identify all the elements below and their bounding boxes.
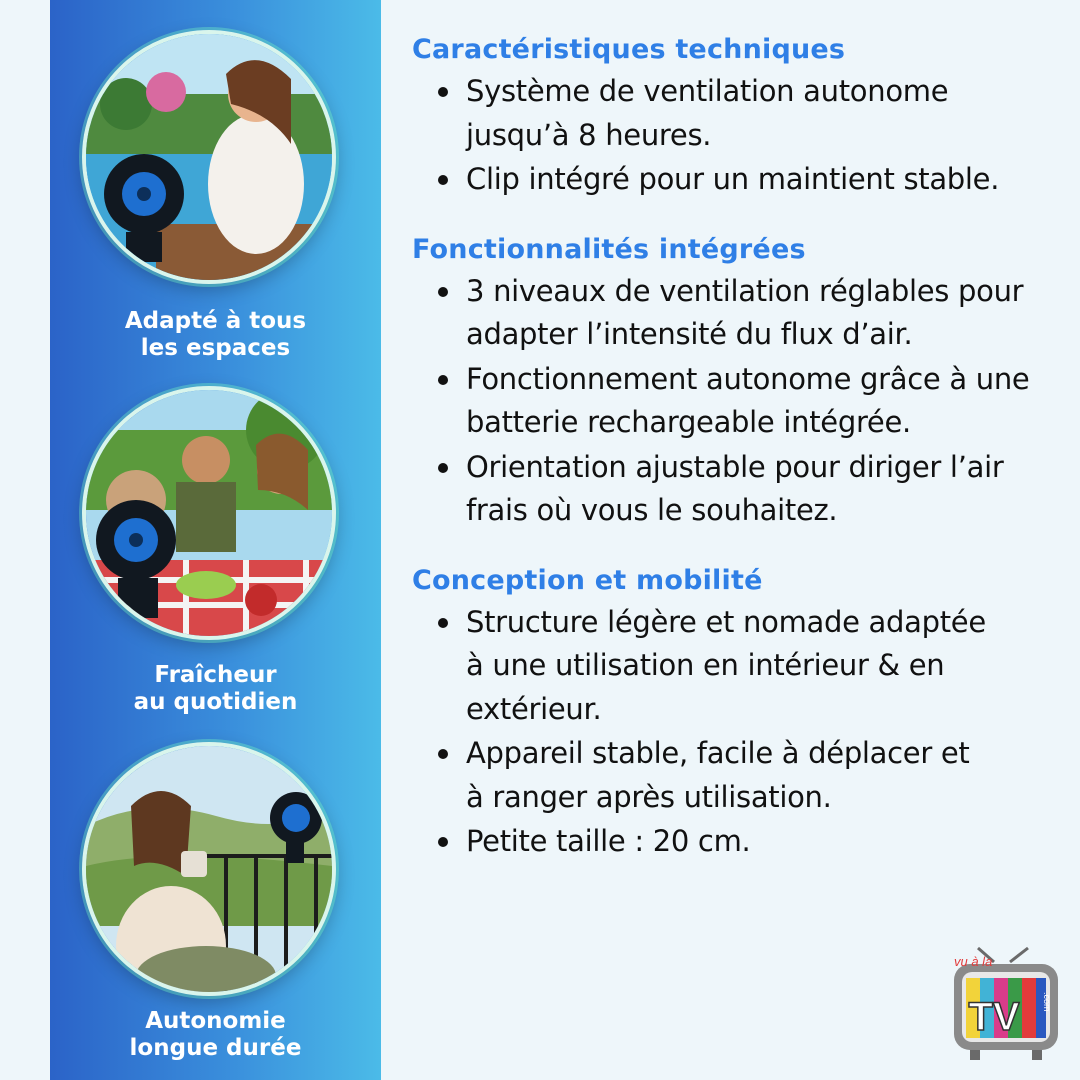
friends-picnic-fan-photo [82, 386, 336, 640]
logo-main-text: TV [968, 995, 1020, 1039]
section-title: Conception et mobilité [412, 564, 763, 596]
woman-pool-fan-photo [82, 30, 336, 284]
caption-line: longue durée [129, 1035, 302, 1061]
list-item: Clip intégré pour un maintient stable. [466, 158, 1052, 202]
caption-line: les espaces [140, 335, 291, 361]
section-title: Fonctionnalités intégrées [412, 233, 806, 265]
woman-balcony-coffee-fan-photo [82, 742, 336, 996]
features-content [412, 30, 1052, 865]
list-item: Structure légère et nomade adaptée à une utilisation en intérieur & en extérieur. [466, 601, 992, 732]
bullet-list [412, 270, 1052, 533]
caption-fraicheur [50, 662, 381, 716]
list-item: Appareil stable, facile à déplacer et à ranger après utilisation. [466, 732, 992, 819]
logo-side-text: .com [1042, 992, 1052, 1012]
caption-autonomie [50, 1008, 381, 1062]
vu-a-la-tv-logo [948, 944, 1066, 1066]
caption-line: au quotidien [133, 689, 298, 715]
list-item: Système de ventilation autonome jusqu’à 8 heures. [466, 70, 1052, 157]
section-conception [412, 561, 1052, 864]
section-title: Caractéristiques techniques [412, 34, 846, 65]
list-item: Orientation ajustable pour diriger l’air frais où vous le souhaitez. [466, 446, 1052, 533]
section-caracteristiques [412, 30, 1052, 202]
caption-line: Fraîcheur [154, 662, 277, 688]
caption-line: Adapté à tous [124, 308, 307, 334]
caption-adapte [50, 308, 381, 362]
list-item: Petite taille : 20 cm. [466, 820, 992, 864]
logo-top-text: vu à la [954, 954, 993, 969]
bullet-list [412, 601, 1052, 864]
bullet-list [412, 70, 1052, 202]
section-fonctionnalites [412, 230, 1052, 533]
caption-line: Autonomie [145, 1008, 286, 1034]
list-item: Fonctionnement autonome grâce à une batterie rechargeable intégrée. [466, 358, 1052, 445]
list-item: 3 niveaux de ventilation réglables pour adapter l’intensité du flux d’air. [466, 270, 1052, 357]
